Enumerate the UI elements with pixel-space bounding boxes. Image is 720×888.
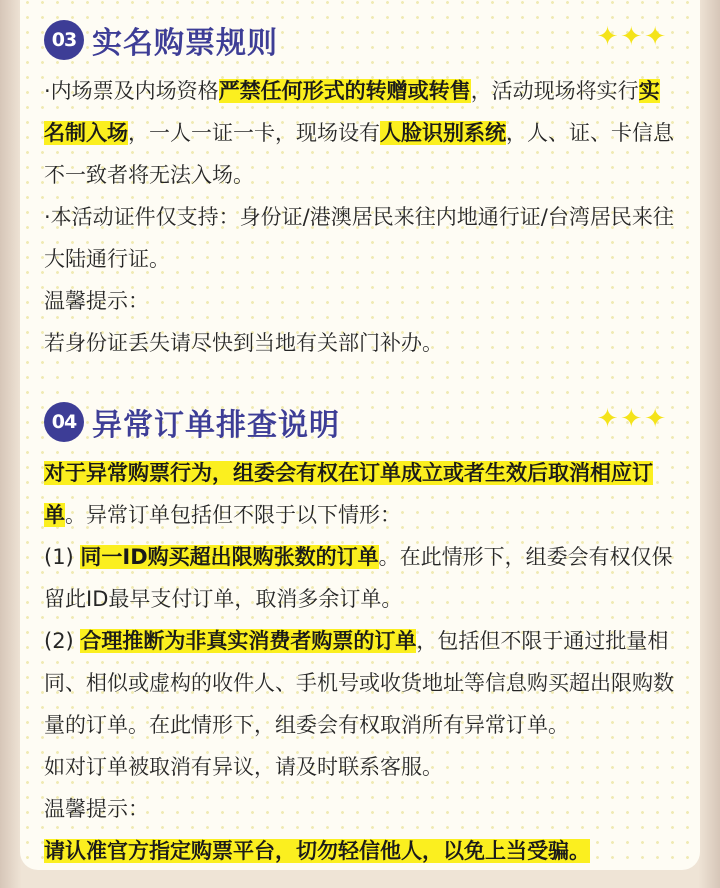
section-body: [44, 452, 680, 872]
case-2-paragraph: [44, 620, 680, 746]
rule-text: 。在此情形下，组委会有权仅保留此ID最早支付订单，取消多余订单。: [44, 545, 673, 611]
rule-text: ，一人一证一卡，现场设有: [128, 121, 380, 145]
section-abnormal-orders: [44, 400, 684, 872]
section-title: 异常订单排查说明: [92, 408, 340, 443]
tip-label: 温馨提示：: [44, 289, 149, 313]
section-heading: [44, 400, 684, 444]
rule-paragraph: [44, 70, 680, 196]
highlight-text: 人脸识别系统: [380, 121, 506, 145]
decorative-stars-icon: ✦✦✦: [596, 404, 668, 434]
id-types-paragraph: ·本活动证件仅支持：身份证/港澳居民来往内地通行证/台湾居民来往大陆通行证。: [44, 205, 674, 271]
highlight-text: 合理推断为非真实消费者购票的订单: [80, 629, 417, 653]
highlight-text: 请认准官方指定购票平台，切勿轻信他人，以免上当受骗。: [44, 839, 590, 863]
case-1-paragraph: [44, 536, 680, 620]
highlight-text: 严禁任何形式的转赠或转售: [218, 79, 471, 103]
rule-text: ，包括但不限于通过批量相同、相似或虚构的收件人、手机号或收货地址等信息购买超出限购数量的订单。在此情形下，组委会有权取消所有异常订单。: [44, 629, 674, 737]
contact-paragraph: 如对订单被取消有异议，请及时联系客服。: [44, 755, 443, 779]
section-number-badge: 03: [44, 20, 84, 60]
case-number: (2): [44, 629, 81, 653]
section-number-badge: 04: [44, 402, 84, 442]
tip-label: 温馨提示：: [44, 797, 149, 821]
rule-text: ·内场票及内场资格: [44, 79, 219, 103]
highlight-text: 实名制入场: [44, 79, 660, 145]
section-title: 实名购票规则: [92, 26, 278, 61]
section-heading: [44, 18, 684, 62]
rule-text: ，人、证、卡信息不一致者将无法入场。: [44, 121, 674, 187]
rule-text: 。异常订单包括但不限于以下情形：: [65, 503, 401, 527]
highlight-text: 对于异常购票行为，组委会有权在订单成立或者生效后取消相应订单: [44, 461, 653, 527]
section-body: [44, 70, 680, 364]
intro-paragraph: [44, 452, 680, 536]
section-real-name-rules: [44, 18, 684, 364]
rule-text: ，活动现场将实行: [470, 79, 639, 103]
decorative-stars-icon: ✦✦✦: [596, 22, 668, 52]
case-number: (1): [44, 545, 81, 569]
highlight-text: 同一ID购买超出限购张数的订单: [80, 545, 379, 569]
tip-text: [44, 830, 680, 872]
tip-text: 若身份证丢失请尽快到当地有关部门补办。: [44, 331, 443, 355]
